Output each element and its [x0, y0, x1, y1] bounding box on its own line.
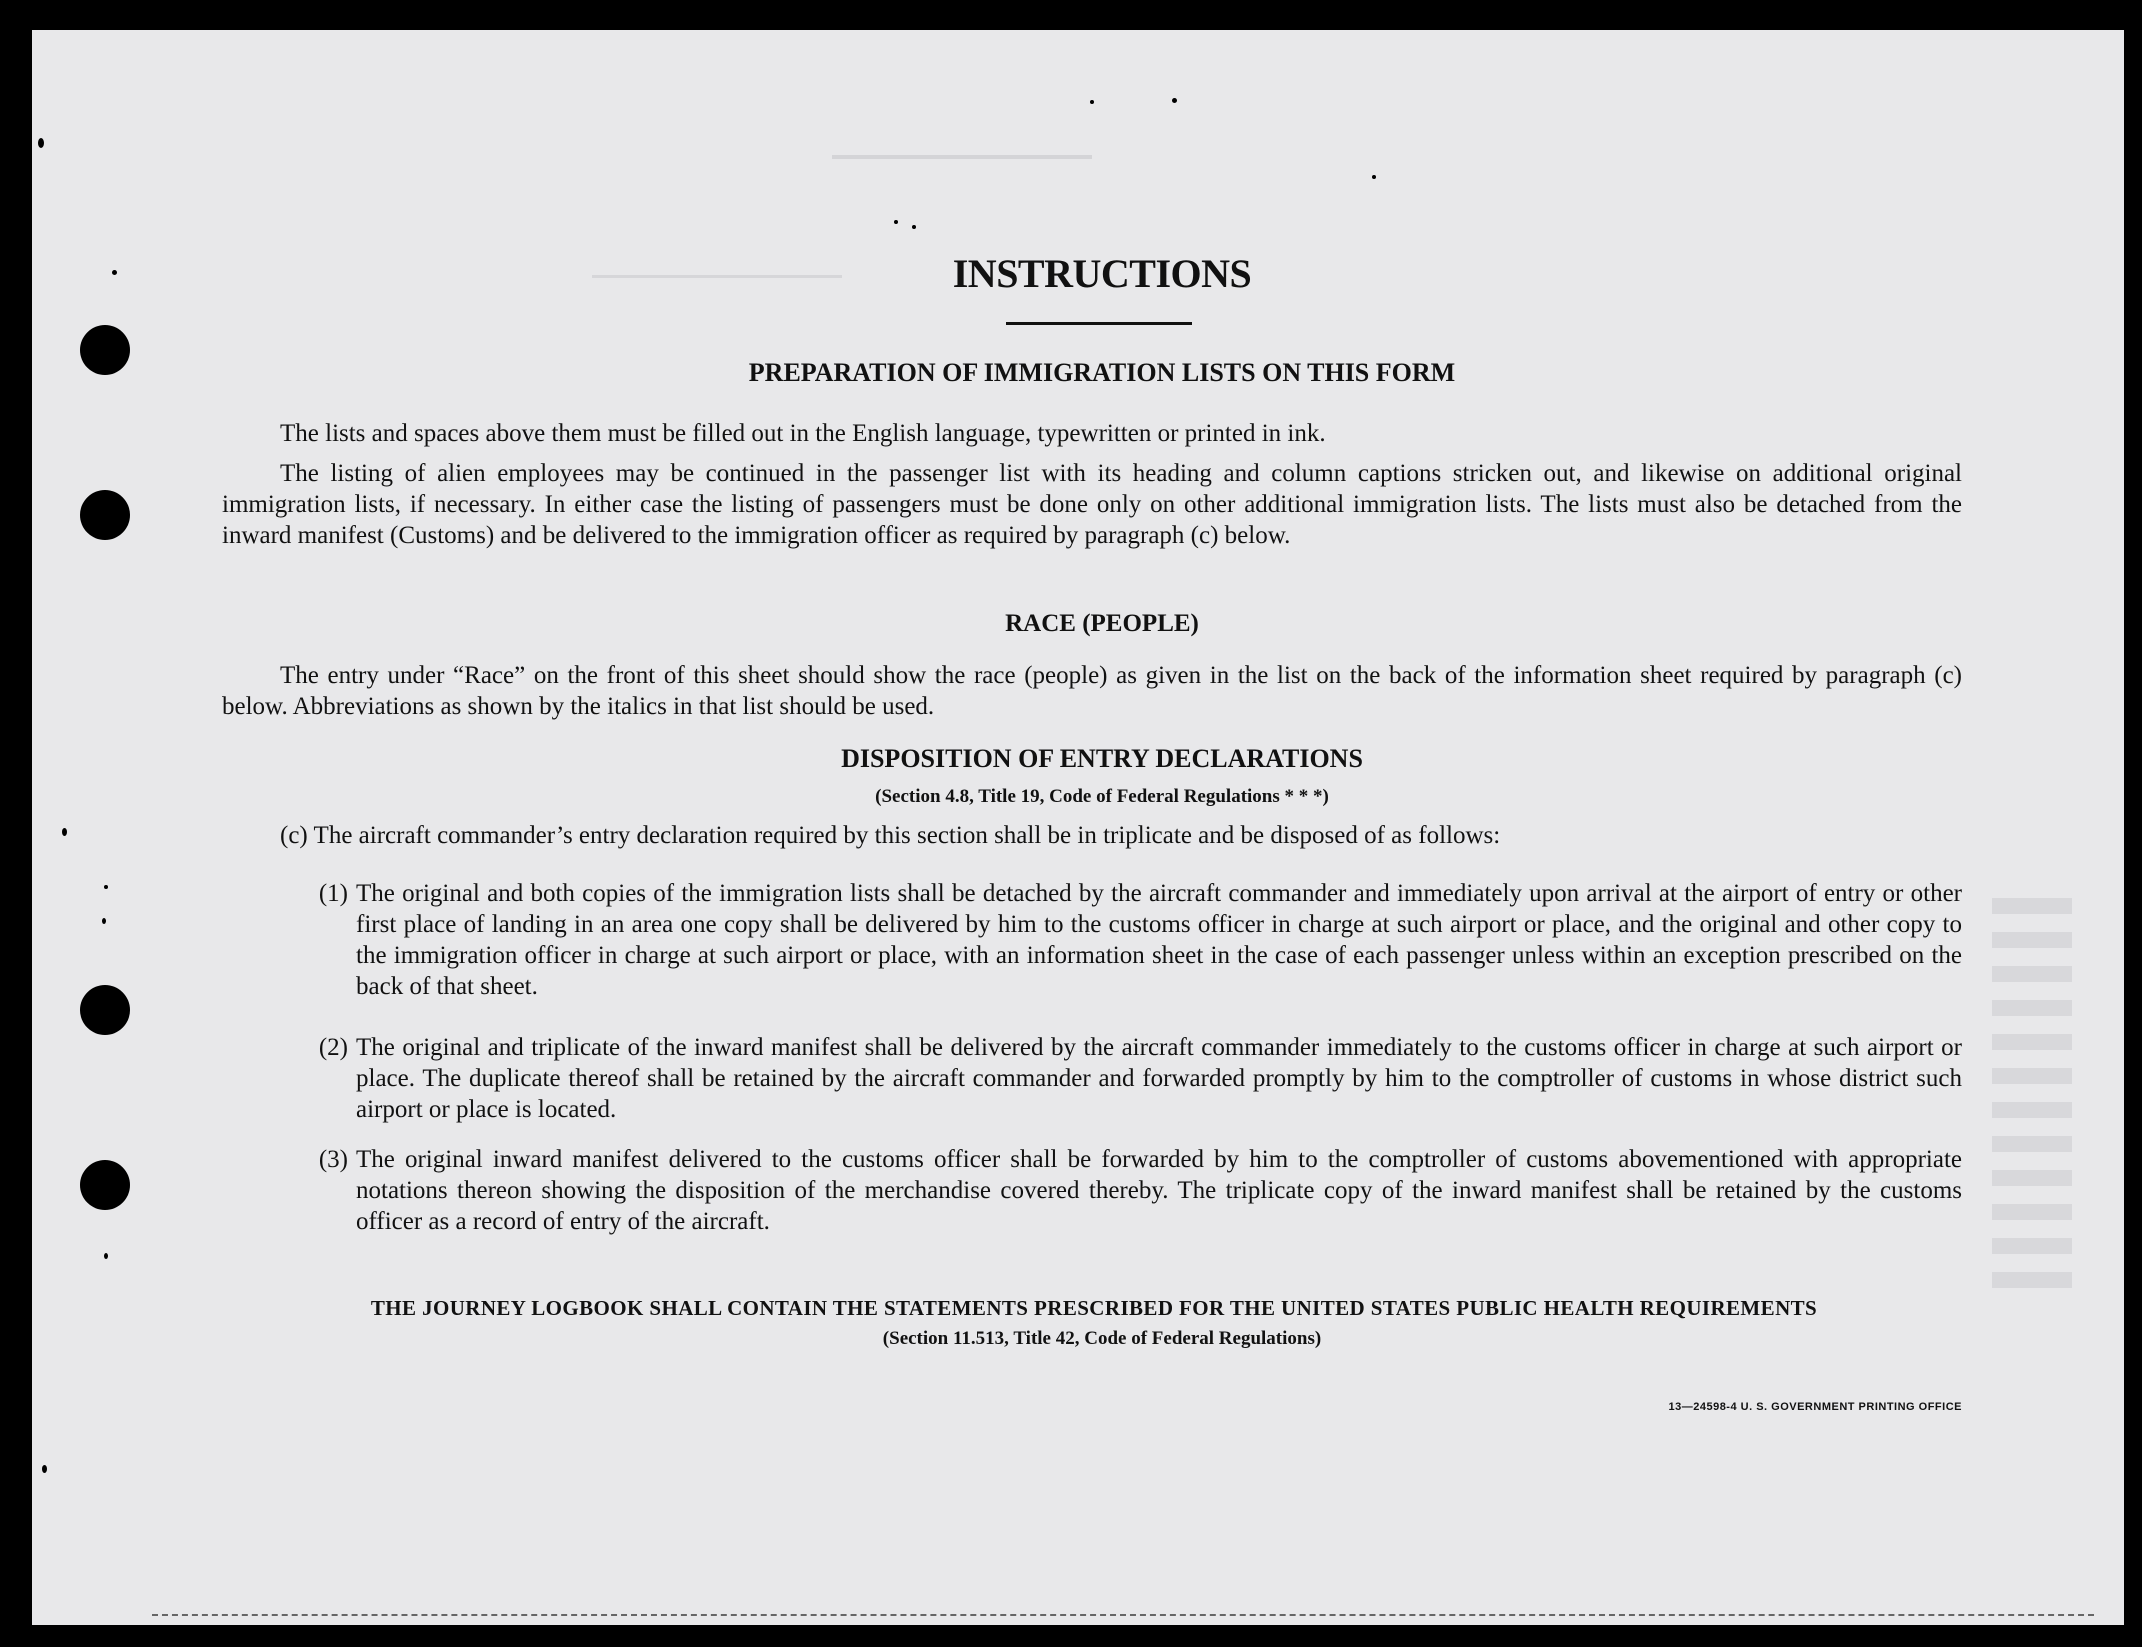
paragraph-preparation-1: The lists and spaces above them must be filled out in the English language, typewritten or printed in ink.: [280, 420, 1326, 447]
heading-preparation: PREPARATION OF IMMIGRATION LISTS ON THIS FORM: [748, 358, 1456, 387]
page-title: INSTRUCTIONS: [952, 251, 1252, 296]
list-item: [318, 1032, 1962, 1125]
bleed-through-mark: [1992, 880, 2072, 1300]
document-page: [32, 30, 2124, 1625]
list-item-number: (2): [318, 1034, 348, 1061]
speck: [38, 138, 44, 148]
speck: [1172, 98, 1177, 103]
list-item-number: (1): [318, 880, 348, 907]
speck: [912, 225, 916, 229]
heading-race: RACE (PEOPLE): [1005, 610, 1199, 637]
paragraph-preparation-2: The listing of alien employees may be continued in the passenger list with its heading and column captions stricken out, and likewise on additional original immigration lists, if necessary. In either case the listing of passengers must be done only on other additional immigration lists. The lists must also be detached from the inward manifest (Customs) and be delivered to the immigration officer as required by paragraph (c) below.: [222, 460, 1962, 549]
punch-hole: [80, 1160, 130, 1210]
bleed-through-mark: [832, 155, 1092, 159]
speck: [104, 1253, 108, 1259]
paragraph-race: The entry under “Race” on the front of this sheet should show the race (people) as given in the list on the back of the information sheet required by paragraph (c) below. Abbreviations as shown by the italics in that list should be used.: [222, 662, 1962, 720]
speck: [42, 1465, 47, 1473]
list-item-number: (3): [318, 1146, 348, 1173]
speck: [1372, 175, 1376, 179]
punch-hole: [80, 325, 130, 375]
list-item-text: The original and both copies of the immigration lists shall be detached by the aircraft commander and immediately upon arrival at the airport of entry or other first place of landing in an area one copy shall be delivered by him to the customs officer in charge at such airport or place, and the original and other copy to the immigration officer in charge at such airport or place, with an information sheet in the case of each passenger unless within an exception prescribed on the back of that sheet.: [356, 880, 1962, 1000]
speck: [102, 918, 106, 924]
list-item: [318, 1144, 1962, 1237]
heading-disposition: DISPOSITION OF ENTRY DECLARATIONS: [841, 744, 1363, 773]
speck: [104, 885, 108, 889]
list-item-text: The original and triplicate of the inward manifest shall be delivered by the aircraft commander immediately to the customs officer in charge at such airport or place. The duplicate thereof shall be retained by the aircraft commander and forwarded promptly by him to the comptroller of customs in whose district such airport or place is located.: [356, 1034, 1962, 1123]
speck: [894, 220, 898, 224]
speck: [1090, 100, 1094, 104]
list-item: [318, 878, 1962, 1002]
title-underline: [1006, 322, 1192, 325]
list-item-text: The original inward manifest delivered to the customs officer shall be forwarded by him to the comptroller of customs abovementioned with appropriate notations thereon showing the disposition of the merchandise covered thereby. The triplicate copy of the inward manifest shall be retained by the customs officer as a record of entry of the aircraft.: [356, 1146, 1962, 1235]
public-health-citation: (Section 11.513, Title 42, Code of Federal Regulations): [882, 1328, 1322, 1349]
speck: [62, 828, 67, 836]
paragraph-disposition-intro: (c) The aircraft commander’s entry declaration required by this section shall be in triplicate and be disposed of as follows:: [280, 822, 1501, 849]
printing-office-imprint: 13—24598-4 U. S. GOVERNMENT PRINTING OFFICE: [1668, 1401, 1962, 1413]
punch-hole: [80, 490, 130, 540]
speck: [112, 270, 117, 275]
punch-hole: [80, 985, 130, 1035]
disposition-citation: (Section 4.8, Title 19, Code of Federal Regulations * * *): [875, 786, 1329, 807]
public-health-statement: THE JOURNEY LOGBOOK SHALL CONTAIN THE STATEMENTS PRESCRIBED FOR THE UNITED STATES PUBLIC HEALTH REQUIREMENTS: [370, 1296, 1818, 1320]
page-edge-line: [152, 1614, 2094, 1616]
